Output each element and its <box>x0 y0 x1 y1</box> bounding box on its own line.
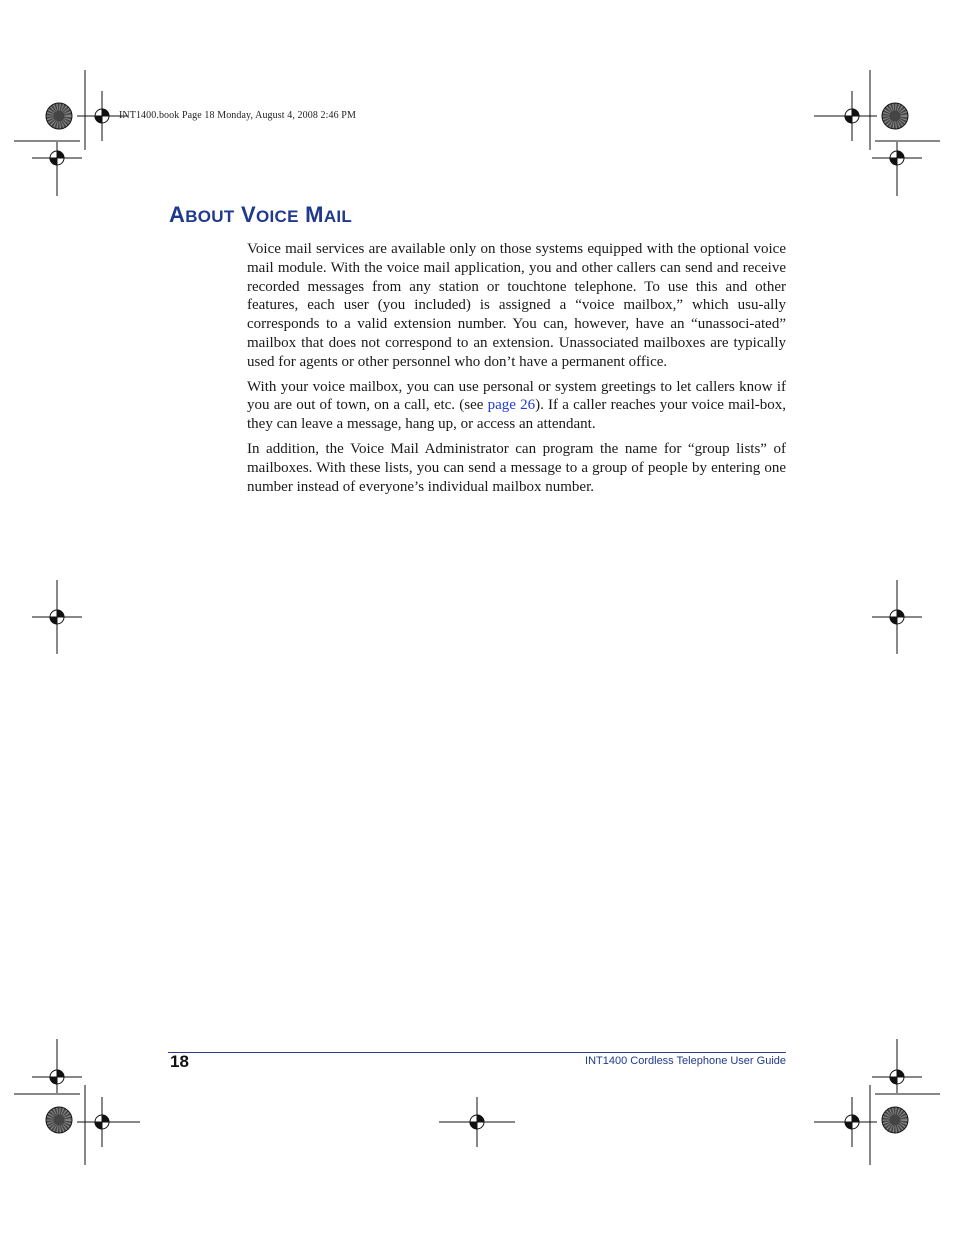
heading-rest-a: BOUT <box>185 207 235 226</box>
heading-initial-v: V <box>241 202 256 227</box>
paragraph-group-lists: In addition, the Voice Mail Administrator can program the name for “group lists” of mailboxes. With these lists, you can send a message to a group of people by entering one number instead of everyone’s individual mailbox number. <box>247 440 786 495</box>
print-slug-line: INT1400.book Page 18 Monday, August 4, 2008 2:46 PM <box>119 110 356 121</box>
heading-rest-v: OICE <box>255 207 299 226</box>
paragraph-intro: Voice mail services are available only on those systems equipped with the optional voice mail module. With the voice mail application, you and other callers can send and receive recorded messages from any station or touchtone telephone. To use this and other features, each user (you included) is assigned a “voice mailbox,” which usu-ally corresponds to a valid extension number. You can, however, have an “unassoci-ated” mailbox that does not correspond to an extension. Unassociated mailboxes are typically used for agents or other personnel who don’t have a permanent office. <box>247 241 786 370</box>
body-text <box>247 240 786 502</box>
page-number: 18 <box>170 1052 189 1071</box>
heading-initial-a: A <box>169 202 186 227</box>
section-heading <box>169 202 352 228</box>
heading-initial-m: M <box>305 202 324 227</box>
footer-guide-title: INT1400 Cordless Telephone User Guide <box>585 1055 786 1067</box>
heading-rest-m: AIL <box>323 207 353 226</box>
footer-rule <box>168 1052 786 1053</box>
paragraph-greetings <box>247 378 786 434</box>
paragraph-greetings-end: ). If a caller reaches your voice mail-box, they can leave a message, hang up, or access an attendant. <box>247 397 786 433</box>
paragraph-greetings-start: With your voice mailbox, you can use personal or system greetings to let callers know if you are out of town, on a call, etc. (see <box>247 378 786 414</box>
page-26-link[interactable]: page 26 <box>487 397 536 414</box>
